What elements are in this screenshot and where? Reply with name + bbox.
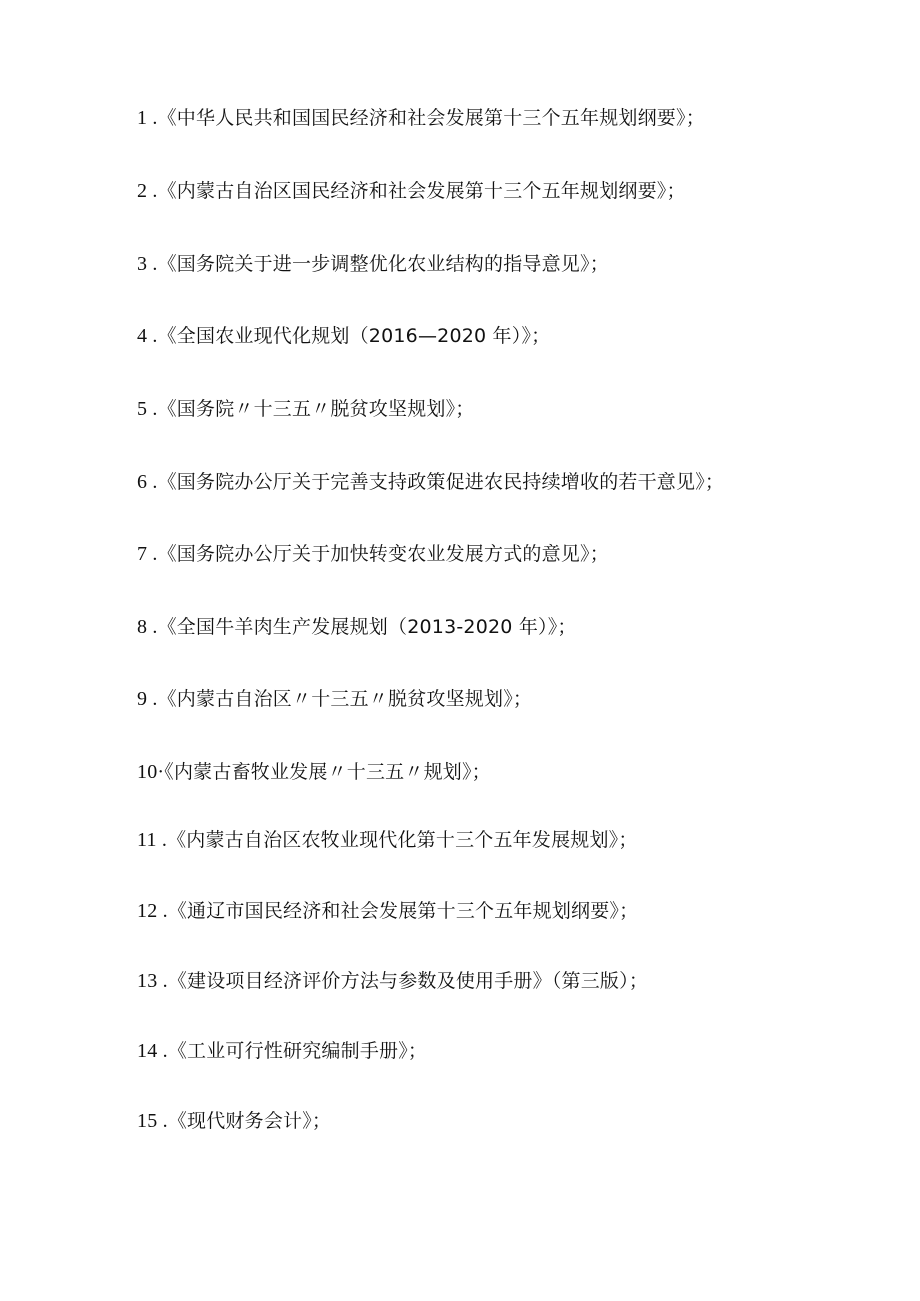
reference-text: 《国务院关于进一步调整优化农业结构的指导意见》； <box>157 253 609 275</box>
reference-item-6 <box>137 468 724 496</box>
reference-number: 6 . <box>137 471 158 493</box>
reference-text: 《全国农业现代化规划（2016—2020 年）》； <box>157 325 551 347</box>
reference-item-13 <box>137 967 648 995</box>
reference-text: 《建设项目经济评价方法与参数及使用手册》（第三版）； <box>167 970 649 992</box>
reference-item-5 <box>137 395 475 423</box>
reference-number: 1 . <box>137 107 158 129</box>
reference-item-14 <box>137 1037 427 1065</box>
reference-number: 10· <box>137 761 165 783</box>
reference-item-9 <box>137 685 532 713</box>
reference-text: 《现代财务会计》； <box>167 1110 332 1132</box>
reference-item-7 <box>137 540 609 568</box>
reference-text: 《内蒙古自治区〃十三五〃脱贫攻坚规划》； <box>157 688 533 710</box>
reference-item-15 <box>137 1107 331 1135</box>
reference-number: 7 . <box>137 543 158 565</box>
reference-text: 《国务院〃十三五〃脱贫攻坚规划》； <box>157 398 475 420</box>
reference-item-8 <box>137 613 577 641</box>
reference-number: 4 . <box>137 325 158 347</box>
reference-number: 13 . <box>137 970 168 992</box>
reference-number: 5 . <box>137 398 158 420</box>
reference-number: 12 . <box>137 900 168 922</box>
reference-item-11 <box>137 826 638 854</box>
reference-item-10 <box>137 758 491 786</box>
reference-text: 《工业可行性研究编制手册》； <box>167 1040 428 1062</box>
reference-item-1 <box>137 104 705 132</box>
reference-item-4 <box>137 322 550 350</box>
reference-number: 8 . <box>137 616 158 638</box>
reference-text: 《通辽市国民经济和社会发展第十三个五年规划纲要》； <box>167 900 639 922</box>
reference-text: 《中华人民共和国国民经济和社会发展第十三个五年规划纲要》； <box>157 107 705 129</box>
reference-number: 11 . <box>137 829 168 851</box>
reference-number: 3 . <box>137 253 158 275</box>
reference-text: 《国务院办公厅关于加快转变农业发展方式的意见》； <box>157 543 609 565</box>
reference-number: 15 . <box>137 1110 168 1132</box>
reference-item-2 <box>137 177 686 205</box>
reference-text: 《国务院办公厅关于完善支持政策促进农民持续增收的若干意见》； <box>157 471 725 493</box>
reference-text: 《内蒙古自治区国民经济和社会发展第十三个五年规划纲要》； <box>157 180 686 202</box>
reference-number: 2 . <box>137 180 158 202</box>
reference-number: 14 . <box>137 1040 168 1062</box>
reference-text: 《内蒙古畜牧业发展〃十三五〃规划》； <box>164 761 491 783</box>
reference-item-3 <box>137 250 609 278</box>
reference-text: 《全国牛羊肉生产发展规划（2013-2020 年）》； <box>157 616 577 638</box>
reference-number: 9 . <box>137 688 158 710</box>
reference-item-12 <box>137 897 638 925</box>
reference-text: 《内蒙古自治区农牧业现代化第十三个五年发展规划》； <box>167 829 638 851</box>
